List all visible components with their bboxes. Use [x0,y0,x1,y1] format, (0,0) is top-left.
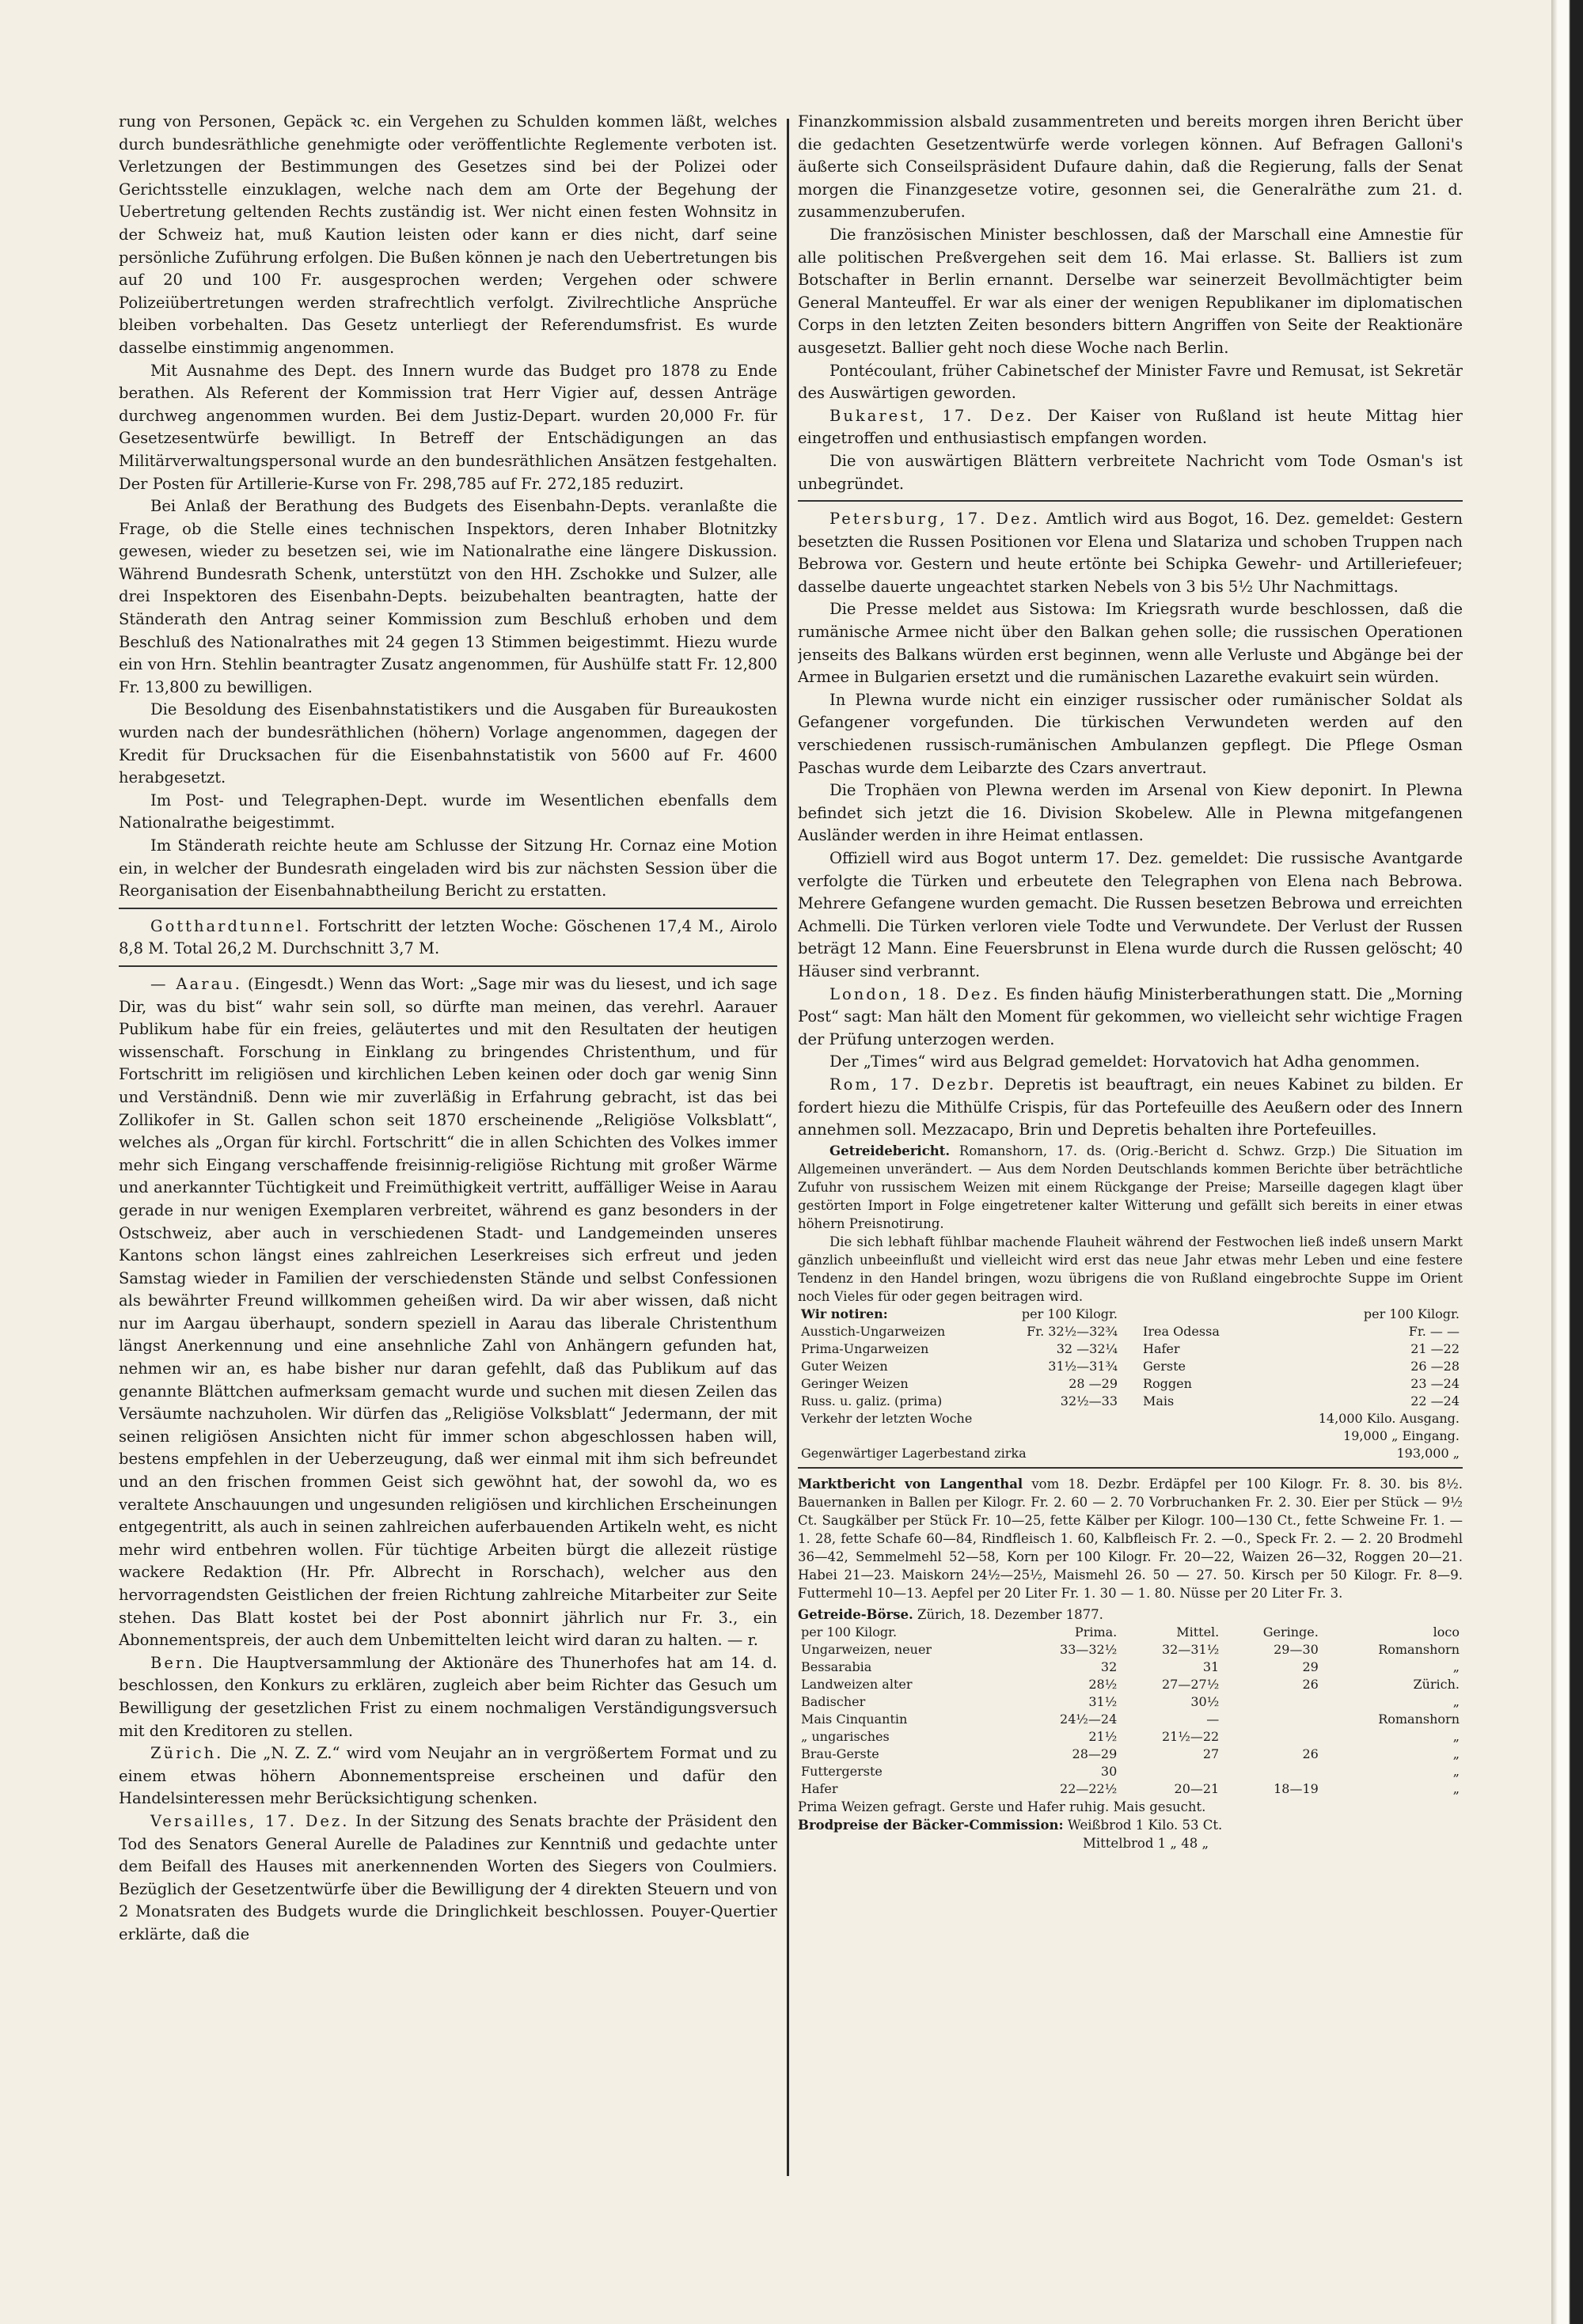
price-table-left [798,1306,1121,1410]
table-cell: Russ. u. galiz. (prima) [801,1393,943,1408]
table-cell: 26 —28 [1410,1358,1460,1374]
table-cell: Brau-Gerste [801,1746,879,1761]
article-text: Es finden häufig Ministerberathungen statt. Die „Morning Post“ sagt: Man hält den Moment für gekommen, wo vielleicht sehr wichtige Fragen der Prüfung unterzogen werden. [798,984,1463,1048]
table-cell: 14,000 Kilo. Ausgang. [1318,1410,1460,1426]
left-column [119,111,777,2245]
boerse-row [798,1746,1463,1763]
section-text: Romanshorn, 17. ds. (Orig.-Bericht d. Schwz. Grzp.) Die Situation im Allgemeinen unverändert. — Aus dem Norden Deutschlands kommen Berichte über beträchtliche Zufuhr von russischem Weizen mit einem Rückgange der Preise; Marseille dagegen klagt über gestörten Import in Folge eingetretener kalter Witterung und gefällt sich bereits in einer etwas höhern Preisnotirung. [798,1143,1463,1231]
boerse-row [798,1711,1463,1728]
table-cell: Gerste [1143,1358,1186,1374]
table-cell: Guter Weizen [801,1358,888,1374]
table-cell: 26 [1302,1676,1319,1692]
table-cell: „ [1452,1780,1460,1796]
table-cell: 30½ [1190,1693,1220,1709]
price-row [1140,1393,1463,1410]
table-cell: 32—31½ [1162,1641,1220,1657]
dateline: Petersburg, 17. Dez. [829,510,1040,529]
page-edge [1551,0,1583,2324]
table-header-row [798,1306,1121,1323]
boerse-row [798,1780,1463,1798]
dateline: — Aarau. [150,974,242,993]
table-cell: 24½—24 [1060,1711,1118,1727]
price-row [1140,1323,1463,1340]
brod-line: Mittelbrod 1 „ 48 „ [1083,1835,1209,1851]
versailles-article [119,1810,777,1947]
boerse-header [798,1606,1463,1624]
zuerich-article [119,1742,777,1810]
article-paragraph: Finanzkommission alsbald zusammentreten und bereits morgen ihren Bericht über die gedachten Gesetzentwürfe werde vorlegen können. Auf Befragen Galloni's äußerte sich Conseilspräsident Dufaure dahin, daß die Regierung, falls der Senat morgen die Finanzgesetze votire, gesonnen sei, die Generalräthe zum 21. d. zusammenzuberufen. [798,112,1463,222]
table-cell: 31½—31¾ [1048,1358,1118,1374]
table-cell: 19,000 „ Eingang. [1343,1427,1460,1443]
article-text: Der Kaiser von Rußland ist heute Mittag hier eingetroffen und enthusiastisch empfangen worden. [798,406,1463,448]
price-row [798,1375,1121,1393]
traffic-row [798,1445,1463,1462]
article-text: Die „N. Z. Z.“ wird vom Neujahr an in vergrößertem Format und zu einem etwas höhern Abonnementspreise erscheinen und dafür den Handelsinteressen mehr Berücksichtigung schenken. [119,1744,777,1808]
traffic-row [798,1410,1463,1427]
column-header: loco [1433,1624,1460,1640]
column-header: per 100 Kilogr. [801,1624,898,1640]
column-header: Prima. [1074,1624,1118,1640]
dateline: Rom, 17. Dezbr. [829,1075,996,1094]
section-heading: Brodpreise der Bäcker-Commission: [798,1817,1064,1833]
getreide-paragraph: Die sich lebhaft fühlbar machende Flauheit während der Festwochen ließ indeß unsern Markt gänzlich unbeeinflußt und vielleicht wird erst das neue Jahr etwas mehr Leben und eine festere Tendenz in den Handel bringen, wozu übrigens die von Rußland eingebrochte Suppe im Orient noch Vieles für oder gegen beitragen wird. [798,1234,1463,1304]
table-cell: Roggen [1143,1375,1192,1391]
london-article [798,984,1463,1052]
aarau-article [119,973,777,1652]
article-text: Die Hauptversammlung der Aktionäre des Thunerhofes hat am 14. d. beschlossen, den Konkurs zu erklären, zugleich aber beim Richter das Gesuch um Bewilligung der gesetzlichen Frist zu einem nochmaligen Verständigungsversuch mit den Kreditoren zu stellen. [119,1653,777,1740]
section-rule [798,500,1463,502]
table-header: Wir notiren: [801,1306,888,1321]
column-divider [787,119,789,2176]
table-cell: 27 [1202,1746,1220,1761]
table-cell [1120,1763,1222,1780]
price-row [798,1393,1121,1410]
table-cell: 29—30 [1274,1641,1319,1657]
article-text: Amtlich wird aus Bogot, 16. Dez. gemeldet: Gestern besetzten die Russen Positionen vor Elena und Slatariza und schoben Truppen nach Bebrowa vor. Gestern und heute ertönte bei Schipka Gewehr- und Artilleriefeuer; dasselbe dauerte ungeachtet starken Nebels von 3 bis 5½ Uhr Nachmittags. [798,510,1463,596]
article-paragraph: Der „Times“ wird aus Belgrad gemeldet: Horvatovich hat Adha genommen. [829,1052,1420,1071]
article-paragraph: rung von Personen, Gepäck ꝛc. ein Vergehen zu Schulden kommen läßt, welches durch bundesräthliche genehmigte oder veröffentlichte Reglemente verboten ist. Verletzungen der Bestimmungen des Gesetzes sind bei der Polizei oder Gerichtsstelle einzuklagen, welche nach dem am Orte der Begehung der Uebertretung geltenden Rechts zuständig ist. Wer nicht einen festen Wohnsitz in der Schweiz hat, muß Kaution leisten oder kann er dies nicht, darf seine persönliche Zuführung erfolgen. Die Bußen können je nach den Uebertretungen bis auf 20 und 100 Fr. ausgesprochen werden; Vergehen oder schwere Polizeiübertretungen werden strafrechtlich verfolgt. Zivilrechtliche Ansprüche bleiben vorbehalten. Das Gesetz unterliegt der Referendumsfrist. Es wurde dasselbe einstimmig angenommen. [119,112,777,357]
traffic-row [798,1427,1463,1445]
dateline: Bukarest, 17. Dez. [829,406,1034,425]
table-cell: Hafer [801,1780,838,1796]
price-row [798,1358,1121,1375]
table-cell: 31½ [1088,1693,1118,1709]
getreide-bericht [798,1142,1463,1306]
table-cell: Romanshorn [1378,1711,1460,1727]
article-paragraph: In Plewna wurde nicht ein einziger russischer oder rumänischer Soldat als Gefangener vorgefunden. Die türkischen Verwundeten werden auf den verschiedenen russisch-rumänischen Ambulanzen gepflegt. Die Pflege Osman Paschas wurde dem Leibarzte des Czars anvertraut. [798,690,1463,777]
article-paragraph: Die Trophäen von Plewna werden im Arsenal von Kiew deponirt. In Plewna befindet sich jetzt die 16. Division Skobelew. Alle in Plewna mitgefangenen Ausländer werden in ihre Heimat entlassen. [798,781,1463,845]
boerse-row [798,1693,1463,1711]
table-cell: Ausstich-Ungarweizen [801,1323,946,1339]
table-cell: Mais Cinquantin [801,1711,908,1727]
table-unit: per 100 Kilogr. [1363,1306,1460,1321]
langenthal-bericht [798,1475,1463,1602]
rom-article [798,1074,1463,1142]
price-row [1140,1340,1463,1358]
bukarest-article [798,405,1463,450]
table-cell: 193,000 „ [1396,1445,1460,1461]
table-cell: Bessarabia [801,1659,872,1674]
column-header: Mittel. [1176,1624,1220,1640]
article-paragraph: Pontécoulant, früher Cabinetschef der Minister Favre und Remusat, ist Sekretär des Auswärtigen geworden. [798,361,1463,403]
table-cell: Ungarweizen, neuer [801,1641,932,1657]
price-row [798,1323,1121,1340]
table-cell: 32 [1100,1659,1118,1674]
boerse-table [798,1624,1463,1798]
article-paragraph: Die Presse meldet aus Sistowa: Im Kriegsrath wurde beschlossen, daß die rumänische Armee nicht über den Balkan gehen solle; die russischen Operationen jenseits des Balkans würden erst beginnen, wenn alle Verluste und Abgänge bei der Armee in Bulgarien ersetzt und die rumänischen Lazarethe evakuirt sein würden. [798,600,1463,687]
table-cell: Badischer [801,1693,866,1709]
table-cell: „ [1452,1693,1460,1709]
table-cell [798,1427,1204,1445]
table-cell: „ [1452,1659,1460,1674]
table-cell: Fr. 32½—32¾ [1027,1323,1118,1339]
price-row [798,1340,1121,1358]
article-text: Fortschritt der letzten Woche: Göschenen 17,4 M., Airolo 8,8 M. Total 26,2 M. Durchschnitt 3,7 M. [119,916,777,958]
price-row [1140,1375,1463,1393]
table-cell [1222,1693,1322,1711]
boerse-note: Prima Weizen gefragt. Gerste und Hafer ruhig. Mais gesucht. [798,1799,1206,1814]
table-cell: 28½ [1088,1676,1118,1692]
table-cell: 21 —22 [1410,1340,1460,1356]
section-heading: Getreide-Börse. [798,1606,913,1622]
article-paragraph: Bei Anlaß der Berathung des Budgets des Eisenbahn-Depts. veranlaßte die Frage, ob die Stelle eines technischen Inspektors, deren Inhaber Blotnitzky gewesen, wieder zu besetzen sei, wie im Nationalrathe eine längere Diskussion. Während Bundesrath Schenk, unterstützt von den HH. Zschokke und Sulzer, alle drei Inspektoren des Eisenbahn-Depts. beizubehalten beantragten, hatte der Ständerath den Antrag seiner Kommission zum Beschluß erhoben und dem Beschluß des Nationalrathes mit 24 gegen 13 Stimmen beigestimmt. Hiezu wurde ein von Hrn. Stehlin beantragter Zusatz angenommen, für Aushülfe statt Fr. 12,800 Fr. 13,800 zu bewilligen. [119,497,777,696]
table-cell: 23 —24 [1410,1375,1460,1391]
table-cell: „ ungarisches [801,1728,890,1744]
price-row [1140,1358,1463,1375]
table-cell: Fr. — — [1408,1323,1460,1339]
boerse-row [798,1728,1463,1746]
table-cell: 28—29 [1072,1746,1118,1761]
table-cell: 29 [1302,1659,1319,1674]
table-cell [1222,1711,1322,1728]
table-cell: „ [1452,1763,1460,1779]
boerse-row [798,1763,1463,1780]
table-cell: 33—32½ [1060,1641,1118,1657]
section-heading: Marktbericht von Langenthal [798,1476,1023,1492]
table-cell: 28 —29 [1069,1375,1118,1391]
article-paragraph: Mit Ausnahme des Dept. des Innern wurde das Budget pro 1878 zu Ende berathen. Als Referent der Kommission trat Herr Vigier auf, dessen Anträge durchweg angenommen wurden. Bei dem Justiz-Depart. wurden 20,000 Fr. für Gesetzesentwürfe bewilligt. In Betreff der Entschädigungen an das Militärverwaltungspersonal wurde an den bundesräthlichen Ansätzen festgehalten. Der Posten für Artillerie-Kurse von Fr. 298,785 auf Fr. 272,185 reduzirt. [119,361,777,493]
section-date: Zürich, 18. Dezember 1877. [917,1606,1103,1622]
table-cell: 18—19 [1274,1780,1319,1796]
table-cell: 27—27½ [1162,1676,1220,1692]
table-cell [1222,1728,1322,1746]
table-cell: 31 [1202,1659,1220,1674]
table-cell: 30 [1100,1763,1118,1779]
table-unit: per 100 Kilogr. [1021,1306,1118,1321]
dateline: Bern. [150,1653,205,1672]
column-header: Geringe. [1262,1624,1319,1640]
table-cell: „ [1452,1746,1460,1761]
section-rule [119,908,777,909]
article-paragraph: Im Ständerath reichte heute am Schlusse der Sitzung Hr. Cornaz eine Motion ein, in welcher der Bundesrath eingeladen wird bis zur nächsten Session über die Reorganisation der Eisenbahnabtheilung Bericht zu erstatten. [119,836,777,900]
langenthal-paragraph [798,1475,1463,1602]
article-text: (Eingesdt.) Wenn das Wort: „Sage mir was du liesest, und ich sage Dir, was du bist“ wahr sein soll, so dürfte man meinen, das verehrl. Aarauer Publikum habe für ein freies, geläutertes und mit den Resultaten der heutigen wissenschaft. Forschung in Einklang zu bringendes Christenthum, und für Fortschritt im religiösen und kirchlichen Leben keinen oder doch gar wenig Sinn und Verständniß. Denn wie mir zuverläßig in Erfahrung gebracht, ist das bei Zollikofer in St. Gallen schon seit 1870 erscheinende „Religiöse Volksblatt“, welches als „Organ für kirchl. Fortschritt“ die in allen Schichten des Volkes immer mehr sich Eingang verschaffende freisinnig-religiöse Richtung mit großer Wärme und anerkannter Tüchtigkeit und Freimüthigkeit vertritt, auffälliger Weise in Aarau gerade in nur wenigen Exemplaren verbreitet, während es ganz besonders in der Ostschweiz, aber auch in verschiedenen Stadt- und Landgemeinden unseres Kantons schon längst eines zahlreichen Leserkreises sich erfreut und jeden Samstag wieder in Familien der verschiedensten Stände und selbst Confessionen als bewährter Freund willkommen geheißen wird. Da wir aber wissen, daß nicht nur im Aargau überhaupt, sondern speziell in Aarau das liberale Christenthum längst Anerkennung und eine ansehnliche Zahl von Anhängern gefunden hat, nehmen wir an, es habe bisher nur daran gefehlt, daß das Publikum auf das genannte Blättchen aufmerksam gemacht wurde und suchen mit diesen Zeilen das Versäumte nachzuholen. Wir dürfen das „Religiöse Volksblatt“ Jedermann, der mit seinen religiösen Ansichten nicht für immer schon abgeschlossen haben will, bestens empfehlen in der Ueberzeugung, daß wer einmal mit ihm sich befreundet und an den frischen frommen Geist sich gewöhnt hat, der sowohl da, wo es veraltete Anschauungen und ungesunden religiösen und kirchlichen Erscheinungen entgegentritt, als auch in seinen zahlreichen auferbauenden Artikeln weht, es nicht mehr wird entbehren wollen. Für tüchtige Arbeiten bürgt die allezeit rüstige wackere Redaktion (Hr. Pfr. Albrecht in Rorschach), welcher aus den hervorragendsten Geistlichen der freien Richtung zahlreiche Mitarbeiter zur Seite stehen. Das Blatt kostet bei der Post abonnirt jährlich nur Fr. 3., ein Abonnementspreis, der auch dem Unbemittelten leicht wird daran zu halten. — r. [119,974,777,1650]
bern-article [119,1652,777,1742]
traffic-table [798,1410,1463,1462]
boerse-row [798,1676,1463,1693]
table-cell: Futtergerste [801,1763,883,1779]
article-paragraph: Die französischen Minister beschlossen, daß der Marschall eine Amnestie für alle politischen Preßvergehen seit dem 16. Mai erlasse. St. Balliers ist zum Botschafter in Berlin ernannt. Derselbe war seinerzeit Bevollmächtigter beim General Manteuffel. Er war als einer der wenigen Republikaner im diplomatischen Corps in den letzten Zeiten besonders bittern Angriffen von Seite der Reaktionäre ausgesetzt. Ballier geht noch diese Woche nach Berlin. [798,225,1463,357]
section-rule [798,1467,1463,1469]
table-header-row [798,1624,1463,1641]
dateline: Versailles, 17. Dez. [150,1811,350,1830]
table-cell: Hafer [1143,1340,1180,1356]
article-paragraph: Die Besoldung des Eisenbahnstatistikers und die Ausgaben für Bureaukosten wurden nach der bundesräthlichen (höhern) Vorlage angenommen, dagegen der Kredit für Drucksachen für die Eisenbahnstatistik von 5600 auf Fr. 4600 herabgesetzt. [119,700,777,787]
table-cell: Romanshorn [1378,1641,1460,1657]
section-text: vom 18. Dezbr. Erdäpfel per 100 Kilogr. Fr. 8. 30. bis 8½. Bauernanken in Ballen per Kilogr. Fr. 2. 60 — 2. 70 Vorbruchanken Fr. 2. 30. Eier per Stück — 9½ Ct. Saugkälber per Stück Fr. 10—25, fette Kälber per Kilogr. 100—130 Ct., fette Schweine Fr. 1. — 1. 28, fette Schafe 60—84, Rindfleisch 1. 60, Kalbfleisch Fr. 2. —0., Speck Fr. 2. — 2. 20 Brodmehl 36—42, Semmelmehl 52—58, Korn per 100 Kilogr. Fr. 20—22, Waizen 26—32, Roggen 20—21. Habei 21—23. Maiskorn 24½—25½, Maismehl 26. 50 — 27. 50. Kirsch per 50 Kilogr. Fr. 8—9. Futtermehl 10—13. Aepfel per 20 Liter Fr. 1. 30 — 1. 80. Nüsse per 20 Liter Fr. 3. [798,1476,1463,1601]
table-cell: Verkehr der letzten Woche [801,1410,973,1426]
table-header-row [1140,1306,1463,1323]
dateline: Zürich. [150,1744,224,1763]
article-text: In der Sitzung des Senats brachte der Präsident den Tod des Senators General Aurelle de Paladines zur Kenntniß und gedachte unter dem Beifall des Hauses mit anerkennenden Worten des Siegers von Coulmiers. Bezüglich der Gesetzentwürfe über die Bewilligung der 4 direkten Steuern und von 2 Monatsraten des Budgets wurde die Dringlichkeit beschlossen. Pouyer-Quertier erklärte, daß die [119,1811,777,1943]
table-cell: Geringer Weizen [801,1375,909,1391]
brodpreise [798,1816,1463,1852]
table-cell: 21½—22 [1162,1728,1220,1744]
price-table [1140,1306,1463,1410]
table-cell: 22 —24 [1410,1393,1460,1408]
article-paragraph: Im Post- und Telegraphen-Dept. wurde im Wesentlichen ebenfalls dem Nationalrathe beigestimmt. [119,790,777,832]
price-notation [798,1306,1463,1410]
price-table-right [1140,1306,1463,1410]
table-cell: 22—22½ [1060,1780,1118,1796]
table-cell: „ [1452,1728,1460,1744]
table-cell: Landweizen alter [801,1676,913,1692]
table-cell: 32 —32¼ [1056,1340,1118,1356]
table-cell: Gegenwärtiger Lagerbestand zirka [801,1445,1027,1461]
dateline: Gotthardtunnel. [150,916,312,935]
right-column [798,111,1463,2245]
table-cell: — [1206,1711,1220,1727]
getreide-paragraph [798,1142,1463,1233]
table-cell: Zürich. [1413,1676,1460,1692]
table-cell [1222,1763,1322,1780]
gotthard-article [119,916,777,961]
table-cell: Irea Odessa [1143,1323,1220,1339]
article-paragraph: Offiziell wird aus Bogot unterm 17. Dez. gemeldet: Die russische Avantgarde verfolgte die Türken und erbeutete den Telegraphen von Elena nach Bebrowa. Mehrere Gefangene wurden gemacht. Die Russen besetzen Bebrowa und erreichten Achmelli. Die Türken verloren viele Todte und Verwundete. Der Verlust der Russen beträgt 12 Mann. Eine Feuersbrunst in Elena wurde durch die Russen gelöscht; 40 Häuser sind verbrannt. [798,849,1463,980]
brod-line: Weißbrod 1 Kilo. 53 Ct. [1067,1817,1223,1833]
article-paragraph: Die von auswärtigen Blättern verbreitete Nachricht vom Tode Osman's ist unbegründet. [798,451,1463,493]
section-rule [119,965,777,967]
article-text: Depretis ist beauftragt, ein neues Kabinet zu bilden. Er fordert hiezu die Mithülfe Crispis, für das Portefeuille des Aeußern oder des Innern annehmen soll. Mezzacapo, Brin und Depretis behalten ihre Portefeuilles. [798,1075,1463,1139]
dateline: London, 18. Dez. [829,984,1000,1003]
table-cell: 32½—33 [1060,1393,1118,1408]
table-cell: Prima-Ungarweizen [801,1340,929,1356]
section-heading: Getreidebericht. [829,1143,951,1158]
table-cell: 21½ [1088,1728,1118,1744]
table-cell: 20—21 [1174,1780,1220,1796]
price-table [798,1306,1121,1410]
petersburg-article [798,508,1463,598]
boerse-row [798,1641,1463,1659]
table-cell: 26 [1302,1746,1319,1761]
table-cell: Mais [1143,1393,1175,1408]
boerse-row [798,1659,1463,1676]
